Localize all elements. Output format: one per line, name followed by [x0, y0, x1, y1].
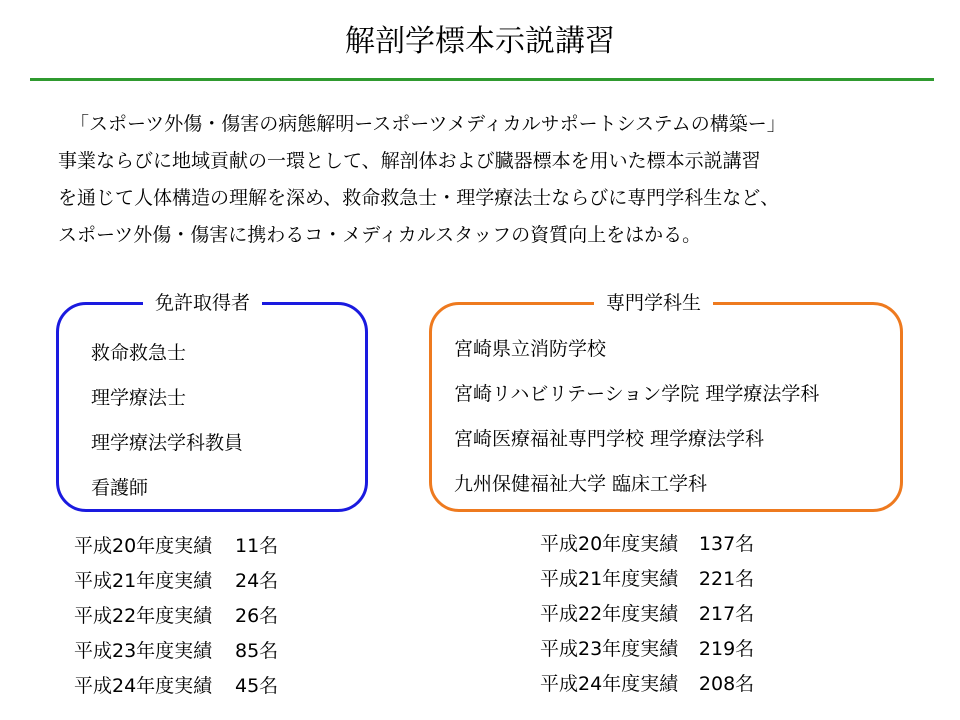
record-row [540, 597, 754, 632]
record-count: 208名 [698, 673, 755, 695]
record-count: 217名 [698, 603, 755, 625]
record-row [74, 634, 278, 669]
page-title: 解剖学標本示説講習 [345, 24, 615, 59]
licensed-item: 看護師 [91, 477, 149, 499]
record-year: 平成21年度実績 [74, 570, 213, 592]
intro-line: 「スポーツ外傷・傷害の病態解明ースポーツメディカルサポートシステムの構築ー」 [70, 113, 786, 135]
record-row [74, 564, 278, 599]
students-item: 九州保健福祉大学 臨床工学科 [454, 473, 708, 495]
record-year: 平成20年度実績 [74, 535, 213, 557]
record-year: 平成20年度実績 [540, 533, 679, 555]
students-list [454, 327, 819, 507]
record-count: 26名 [235, 605, 279, 627]
record-count: 219名 [698, 638, 755, 660]
record-year: 平成22年度実績 [540, 603, 679, 625]
licensed-item: 理学療法学科教員 [91, 432, 244, 454]
record-count: 45名 [235, 675, 279, 697]
students-group-box [429, 292, 903, 512]
record-row [540, 632, 754, 667]
intro-line: スポーツ外傷・傷害に携わるコ・メディカルスタッフの資質向上をはかる。 [58, 224, 702, 246]
record-count: 11名 [235, 535, 279, 557]
record-count: 137名 [698, 533, 755, 555]
record-count: 24名 [235, 570, 279, 592]
record-year: 平成22年度実績 [74, 605, 213, 627]
intro-line: を通じて人体構造の理解を深め、救命救急士・理学療法士ならびに専門学科生など、 [58, 187, 780, 209]
record-count: 85名 [235, 640, 279, 662]
students-item: 宮崎県立消防学校 [454, 338, 607, 360]
intro-line: 事業ならびに地域貢献の一環として、解剖体および臓器標本を用いた標本示説講習 [58, 150, 761, 172]
record-row [74, 599, 278, 634]
students-item: 宮崎医療福祉専門学校 理学療法学科 [454, 428, 765, 450]
record-year: 平成21年度実績 [540, 568, 679, 590]
licensed-group-label: 免許取得者 [143, 290, 262, 316]
record-year: 平成24年度実績 [74, 675, 213, 697]
students-group-label: 専門学科生 [594, 290, 713, 316]
intro-paragraph [58, 106, 938, 254]
record-row [74, 529, 278, 564]
record-row [540, 527, 754, 562]
record-count: 221名 [698, 568, 755, 590]
record-row [74, 669, 278, 704]
licensed-records [74, 529, 278, 704]
record-row [540, 667, 754, 702]
record-row [540, 562, 754, 597]
students-item: 宮崎リハビリテーション学院 理学療法学科 [454, 383, 820, 405]
licensed-group-box [56, 292, 368, 512]
record-year: 平成23年度実績 [74, 640, 213, 662]
licensed-list [91, 331, 243, 511]
licensed-item: 理学療法士 [91, 387, 187, 409]
record-year: 平成23年度実績 [540, 638, 679, 660]
record-year: 平成24年度実績 [540, 673, 679, 695]
licensed-item: 救命救急士 [91, 342, 187, 364]
students-records [540, 527, 754, 702]
title-divider [30, 78, 934, 81]
